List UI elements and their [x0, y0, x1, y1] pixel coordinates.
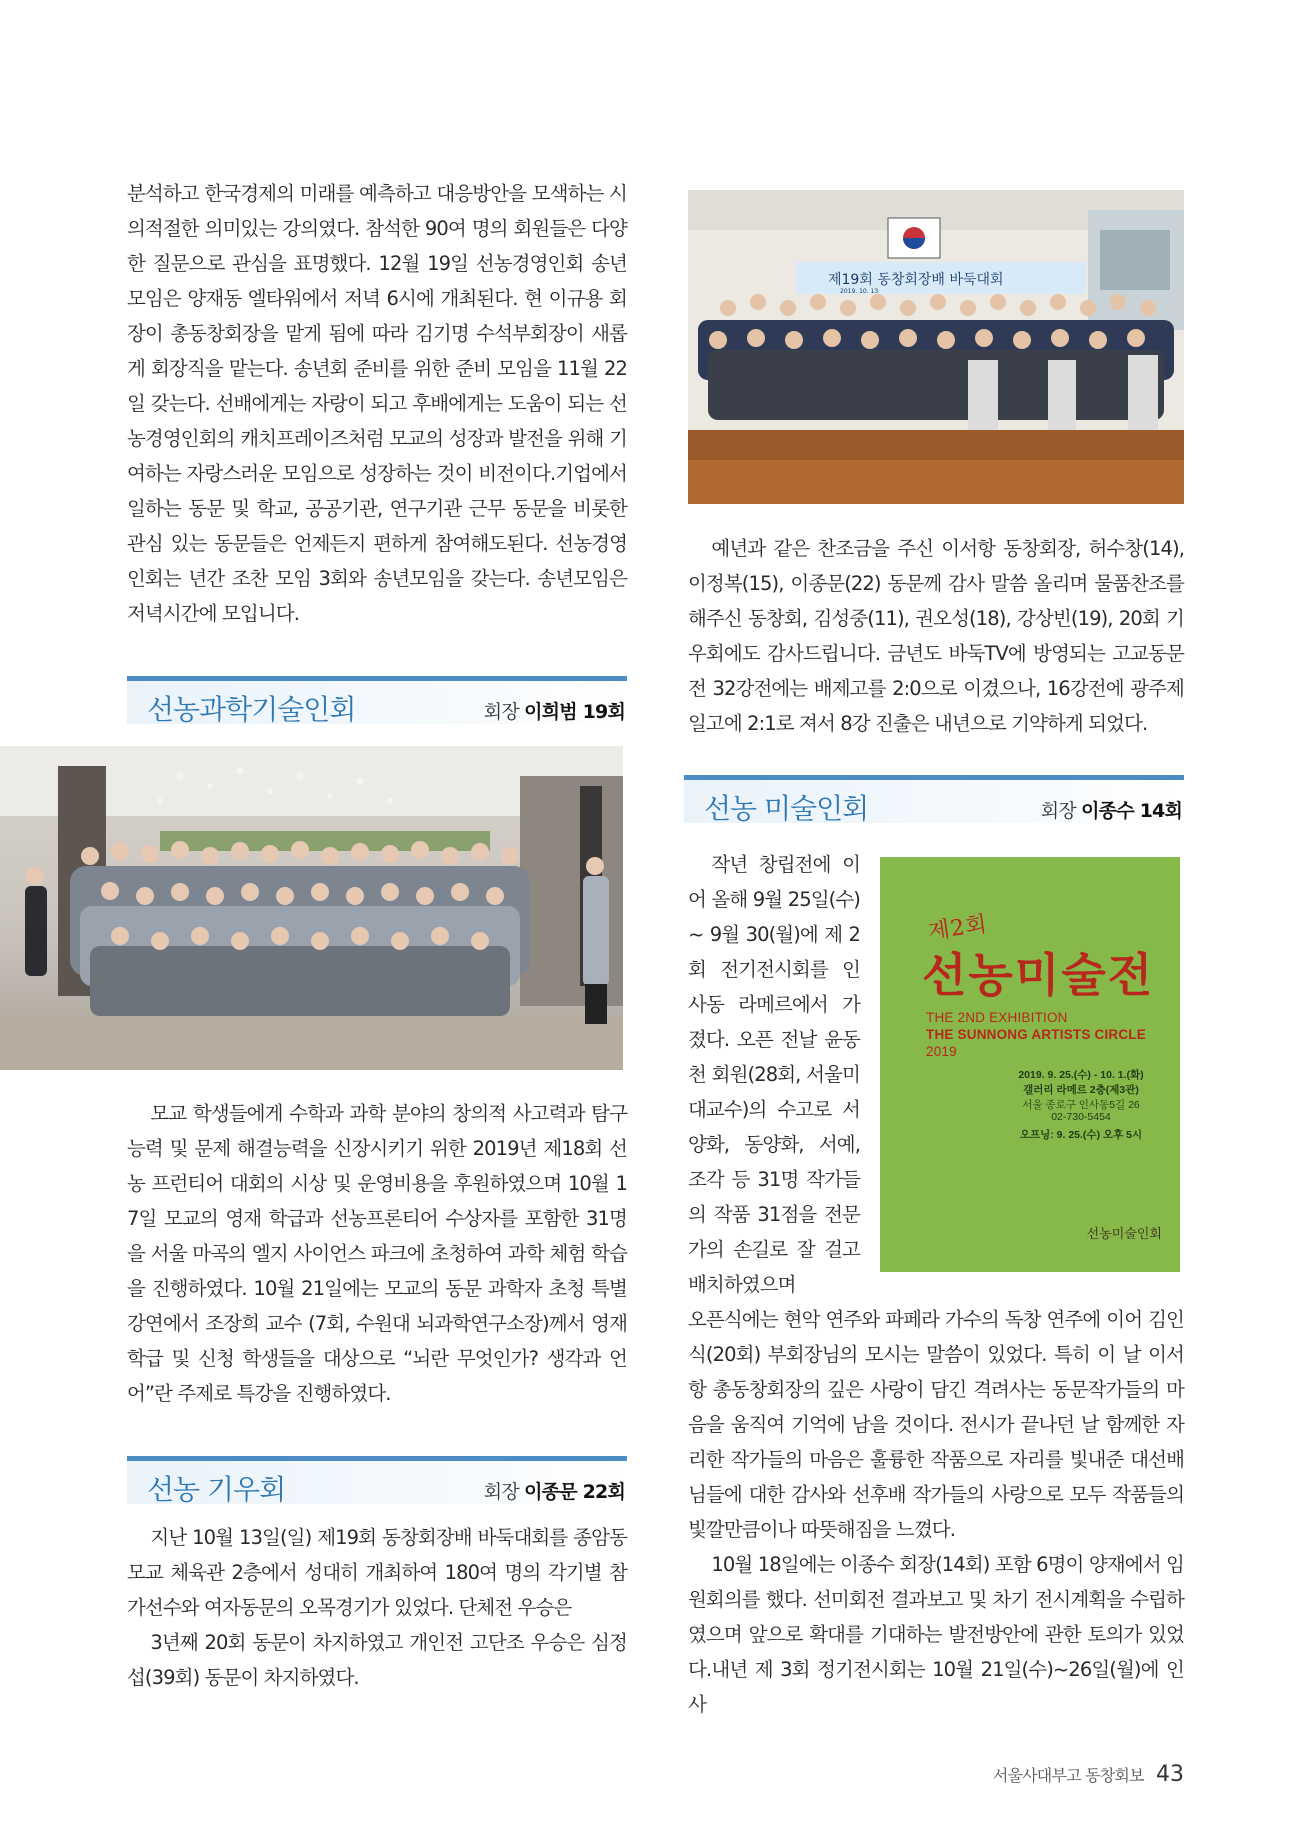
- page-number: 43: [1156, 1762, 1184, 1787]
- poster-title: 선농미술전: [922, 948, 1155, 1002]
- baduk-tournament-photo: [688, 190, 1184, 504]
- baduk-paragraph-1: 지난 10월 13일(일) 제19회 동창회장배 바둑대회를 종암동 모교 체육관 2층에서 성대히 개최하여 180여 명의 각기별 참가선수와 여자동문의 오목경기가 있었다. 단체전 우승은: [127, 1526, 627, 1619]
- poster-en-line-1: THE 2ND EXHIBITION: [926, 1010, 1068, 1025]
- science-section-header: [127, 676, 627, 724]
- poster-en-line-2: THE SUNNONG ARTISTS CIRCLE: [926, 1027, 1146, 1042]
- art-paragraph-1: 작년 창립전에 이어 올해 9월 25일(수) ~ 9월 30(월)에 제 2회 전기전시회를 인사동 라메르에서 가졌다. 오픈 전날 윤동천 회원(28회, 서울미대교수)의 수고로 서양화, 동양화, 서예, 조각 등 31명 작가들의 작품 31점을 전문가의 손길로 잘 걸고 배치하였으며: [688, 853, 860, 1296]
- exhibition-poster: [880, 857, 1180, 1272]
- poster-dates: 2019. 9. 25.(수) - 10. 1.(화): [1018, 1069, 1144, 1081]
- science-section-title: 선농과학기술인회: [147, 693, 356, 726]
- science-group-photo: [0, 746, 623, 1070]
- page-footer: [993, 1762, 1184, 1787]
- science-paragraph: 모교 학생들에게 수학과 과학 분야의 창의적 사고력과 탐구능력 및 문제 해결능력을 신장시키기 위한 2019년 제18회 선농 프런티어 대회의 시상 및 운영비용을 후원하였으며 10월 17일 모교의 영재 학급과 선농프론티어 수상자를 포함한 31명을 서울 마곡의 엘지 사이언스 파크에 초청하여 과학 체험 학습을 진행하였다. 10월 21일에는 모교의 동문 과학자 초청 특별강연에서 조장희 교수 (7회, 수원대 뇌과학연구소장)께서 영재학급 및 신청 학생들을 대상으로 “뇌란 무엇인가? 생각과 언어”란 주제로 특강을 진행하였다.: [127, 1102, 628, 1405]
- baduk-paragraph-2: 3년째 20회 동문이 차지하였고 개인전 고단조 우승은 심정섭(39회) 동문이 차지하였다.: [127, 1631, 627, 1689]
- poster-phone: 02-730-5454: [1051, 1111, 1111, 1123]
- poster-signature: 선농미술인회: [1086, 1227, 1162, 1242]
- art-paragraph-4: 내년 제 3회 정기전시회는 10월 21일(수)~26일(월)에 인사: [688, 1658, 1184, 1716]
- intro-paragraph: 분석하고 한국경제의 미래를 예측하고 대응방안을 모색하는 시의적절한 의미있는 강의였다. 참석한 90여 명의 회원들은 다양한 질문으로 관심을 표명했다. 12월 19일 선농경영인회 송년모임은 양재동 엘타워에서 저녁 6시에 개최된다. 현 이규용 회장이 총동창회장을 맡게 됨에 따라 김기명 수석부회장이 새롭게 회장직을 맡는다. 송년회 준비를 위한 준비 모임을 11월 22일 갖는다. 선배에게는 자랑이 되고 후배에게는 도움이 되는 선농경영인회의 캐치프레이즈처럼 모교의 성장과 발전을 위해 기여하는 자랑스러운 모임으로 성장하는 것이 비전이다.기업에서 일하는 동문 및 학교, 공공기관, 연구기관 근무 동문을 비롯한 관심 있는 동문들은 언제든지 편하게 참여해도된다. 선농경영인회는 년간 조찬 모임 3회와 송년모임을 갖는다. 송년모임은 저녁시간에 모입니다.: [127, 182, 627, 625]
- art-section-president: 회장 이종수 14회: [1040, 800, 1182, 822]
- banner-text: 제19회 동창회장배 바둑대회: [828, 272, 1004, 288]
- art-paragraph-2: 오픈식에는 현악 연주와 파페라 가수의 독창 연주에 이어 김인식(20회) 부회장님의 모시는 말씀이 있었다. 특히 이 날 이서항 총동창회장의 깊은 사랑이 담긴 격려사는 동문작가들의 마음을 움직여 기억에 남을 것이다. 전시가 끝나던 날 함께한 자리한 작가들의 마음은 훌륭한 작품으로 자리를 빛내준 대선배님들에 대한 감사와 선후배 작가들의 사랑으로 모두 작품들의 빛깔만큼이나 따뜻해짐을 느꼈다.: [688, 1308, 1184, 1541]
- banner-date: 2019. 10. 13: [840, 288, 879, 295]
- poster-edition: 제2회: [926, 911, 990, 946]
- publication-name: 서울사대부고 동창회보: [992, 1766, 1144, 1785]
- art-section-header: [684, 775, 1184, 823]
- baduk-paragraph-3: 예년과 같은 찬조금을 주신 이서항 동창회장, 허수창(14), 이정복(15), 이종문(22) 동문께 감사 말씀 올리며 물품찬조를 해주신 동창회, 김성중(11), 권오성(18), 강상빈(19), 20회 기우회에도 감사드립니다. 금년도 바둑TV에 방영되는 고교동문전 32강전에는 배제고를 2:0으로 이겼으나, 16강전에 광주제일고에 2:1로 져서 8강 진출은 내년으로 기약하게 되었다.: [688, 537, 1184, 735]
- poster-en-line-3: 2019: [926, 1044, 957, 1059]
- baduk-section-president: 회장 이종문 22회: [483, 1481, 625, 1503]
- poster-opening: 오프닝: 9. 25.(수) 오후 5시: [1019, 1129, 1143, 1141]
- baduk-section-header: [127, 1456, 627, 1504]
- poster-venue: 갤러리 라메르 2층(제3관): [1023, 1084, 1139, 1096]
- art-section-title: 선농 미술인회: [704, 792, 869, 825]
- science-section-president: 회장 이희범 19회: [483, 701, 625, 723]
- art-paragraph-3: 10월 18일에는 이종수 회장(14회) 포함 6명이 양재에서 임원회의를 했다. 선미회전 결과보고 및 차기 전시계획을 수립하였으며 앞으로 확대를 기대하는 발전방안에 관한 토의가 있었다.: [688, 1553, 1184, 1681]
- baduk-section-title: 선농 기우회: [147, 1473, 286, 1506]
- poster-address: 서울 종로구 인사동5길 26: [1022, 1099, 1140, 1111]
